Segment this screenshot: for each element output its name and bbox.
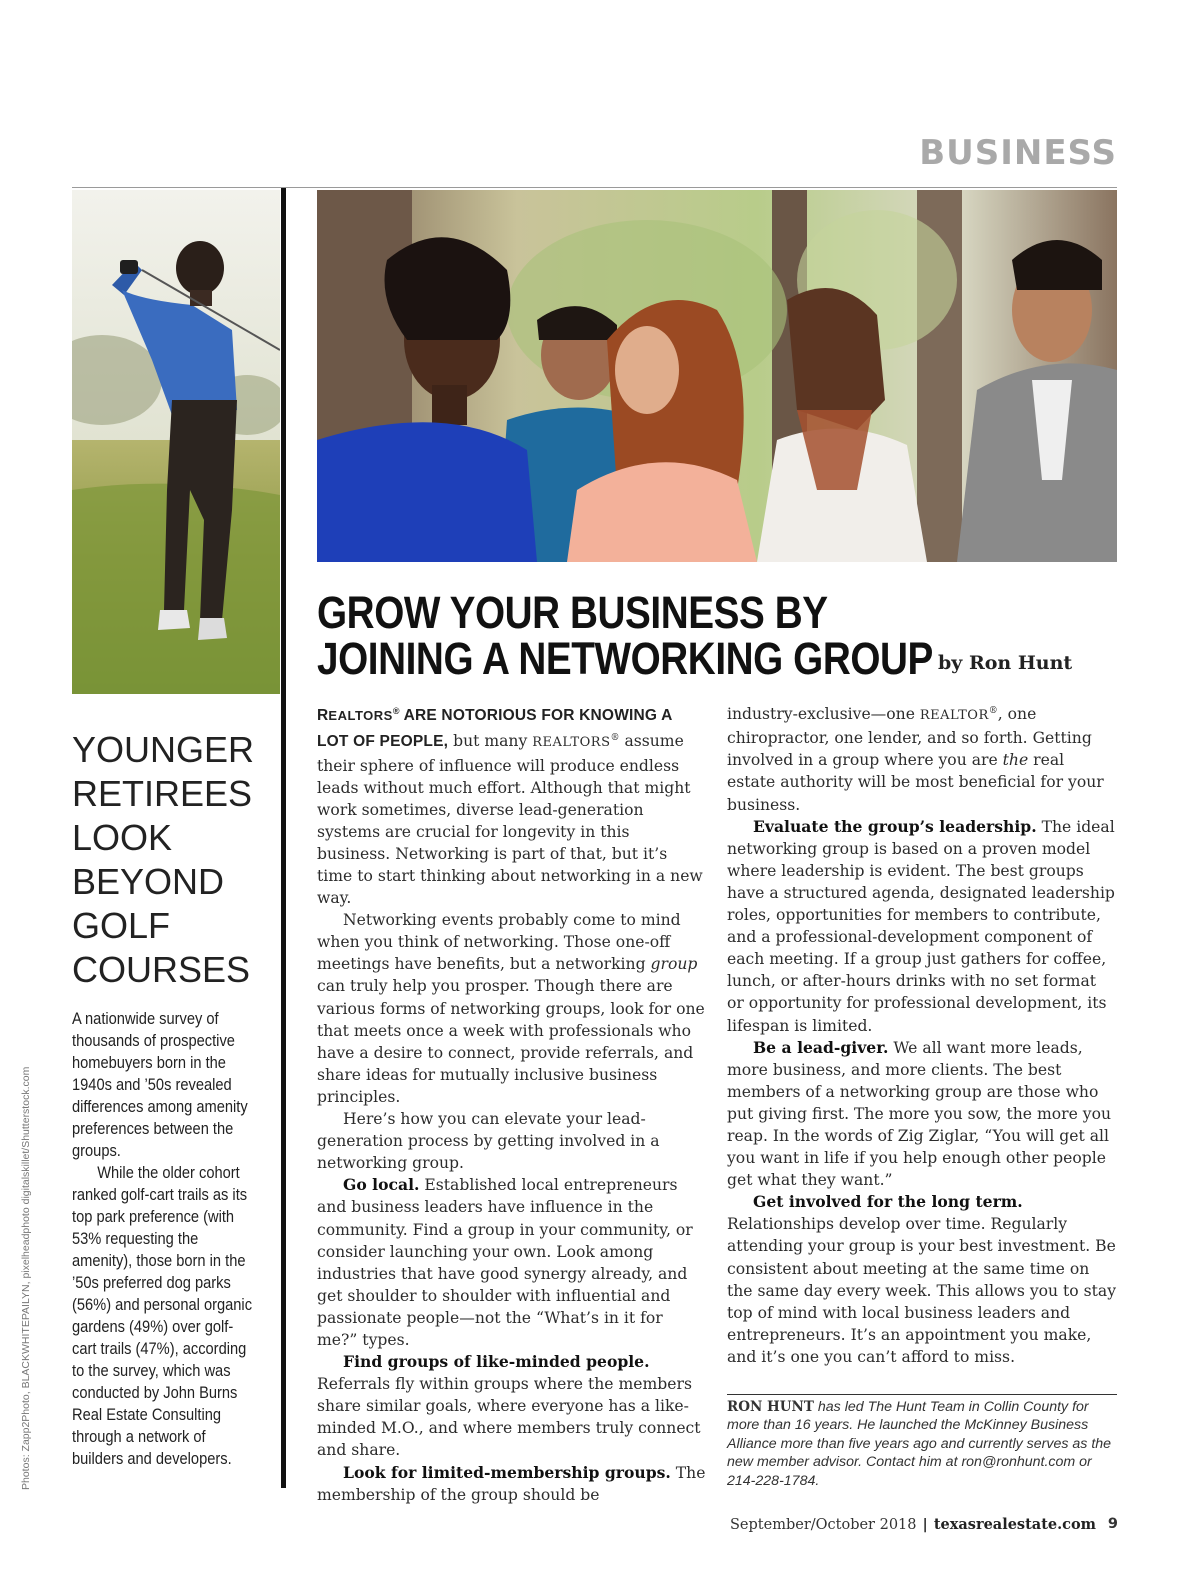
article-paragraph: Look for limited-membership groups. The membership of the group should be	[317, 1462, 706, 1504]
article-paragraph: Networking events probably come to mind when you think of networking. Those one-off meetings have benefits, but a networking group can truly help you prosper. Though there are various forms of networking groups, look for one that meets once a week with professionals who have a desire to connect, provide referrals, and share ideas for mutually inclusive business principles.	[317, 911, 705, 1106]
article-column-right	[727, 700, 1117, 1368]
section-label: BUSINESS	[919, 133, 1117, 173]
sidebar-title-line: YOUNGER	[72, 729, 255, 770]
author-bio: RON HUNT has led The Hunt Team in Collin County for more than 16 years. He launched the McKinney Business Alliance more than five years ago and currently serves as the new member advisor. Contact him at ron@ronhunt.com or 214-228-1784.	[727, 1399, 1112, 1489]
sidebar-title	[72, 728, 277, 992]
article-paragraph: Get involved for the long term. Relationships develop over time. Regularly attending your group is your best investment. Be consistent about meeting at the same time on the same day every week. This allows you to stay top of mind with local business leaders and entrepreneurs. It’s an appointment you make, and it’s one you can’t afford to miss.	[727, 1192, 1117, 1366]
headline-line: GROW YOUR BUSINESS BY	[317, 587, 828, 638]
subhead: Evaluate the group’s leadership.	[753, 816, 1037, 836]
headline-line: JOINING A NETWORKING GROUP	[317, 633, 933, 684]
page-footer	[730, 1516, 1118, 1533]
top-rule	[72, 187, 1117, 188]
sidebar-title-line: RETIREES	[72, 773, 253, 814]
column-divider	[281, 188, 286, 1488]
page-number: 9	[1107, 1516, 1118, 1532]
photo-credit: Photos: Zapp2Photo, BLACKWHITEPAILYN, pixelheadphoto digitalskillet/Shutterstock.com	[20, 1066, 32, 1490]
sidebar-body	[72, 1008, 257, 1470]
lead-in: REALTORS® ARE NOTORIOUS FOR KNOWING A LOT OF PEOPLE,	[317, 706, 672, 751]
article-headline	[317, 587, 933, 684]
bio-rule	[727, 1394, 1117, 1395]
article-paragraph: Find groups of like-minded people. Referrals fly within groups where the members share similar goals, where everyone has a like-minded M.O., and where members truly connect and share.	[317, 1352, 701, 1460]
footer-separator: |	[922, 1517, 928, 1533]
networking-group-photo	[317, 190, 1117, 562]
subhead: Go local.	[343, 1175, 420, 1195]
article-paragraph: Go local. Established local entrepreneurs and business leaders have influence in the community. Find a group in your community, or consider launching your own. Look among industries that have good synergy already, and get shoulder to shoulder with influential and passionate people—not the “What’s in it for me?” types.	[317, 1175, 693, 1349]
article-paragraph: industry-exclusive—one REALTOR®, one chiropractor, one lender, and so forth. Getting involved in a group where you are the real estate authority will be most beneficial for your business.	[727, 705, 1104, 814]
article-paragraph: Evaluate the group’s leadership. The ideal networking group is based on a proven model where leadership is evident. The best groups have a structured agenda, designated leadership roles, opportunities for members to contribute, and a professional-development component of each meeting. If a group just gathers for coffee, lunch, or after-hours drinks with no set format or opportunity for professional development, its lifespan is limited.	[727, 816, 1115, 1035]
sidebar-title-line: GOLF	[72, 905, 171, 946]
author-name: RON HUNT	[727, 1399, 814, 1415]
article-paragraph: REALTORS® ARE NOTORIOUS FOR KNOWING A LOT OF PEOPLE, but many REALTORS® assume their sphere of influence will produce endless leads without much effort. Although that might work sometimes, diverse lead-generation systems are crucial for longevity in this business. Networking is part of that, but it’s time to start thinking about networking in a new way.	[317, 706, 703, 908]
sidebar-paragraph: A nationwide survey of thousands of prospective homebuyers born in the 1940s and ’50s revealed differences among amenity preferences between the groups.	[72, 1010, 248, 1160]
site-url: texasrealestate.com	[933, 1516, 1097, 1533]
article-paragraph: Be a lead-giver. We all want more leads, more business, and more clients. The best members of a networking group are those who put giving first. The more you sow, the more you reap. In the words of Zig Ziglar, “You will get all you want in life if you help enough other people get what they want.”	[727, 1037, 1112, 1190]
golf-photo	[72, 190, 280, 694]
subhead: Be a lead-giver.	[753, 1037, 889, 1057]
subhead: Get involved for the long term.	[753, 1192, 1023, 1212]
sidebar-paragraph: While the older cohort ranked golf-cart trails as its top park preference (with 53% requesting the amenity), those born in the ’50s preferred dog parks (56%) and personal organic gardens (49%) over golf-cart trails (47%), according to the survey, which was conducted by John Burns Real Estate Consulting through a network of builders and developers.	[72, 1164, 253, 1468]
subhead: Find groups of like-minded people.	[343, 1352, 650, 1372]
byline: by Ron Hunt	[938, 652, 1073, 674]
sidebar-title-line: LOOK	[72, 817, 173, 858]
subhead: Look for limited-membership groups.	[343, 1462, 671, 1482]
sidebar-title-line: BEYOND	[72, 861, 225, 902]
article-paragraph: Here’s how you can elevate your lead-generation process by getting involved in a networking group.	[317, 1110, 660, 1173]
sidebar-title-line: COURSES	[72, 949, 251, 990]
issue-date: September/October 2018	[730, 1517, 917, 1533]
article-column-left	[317, 700, 707, 1506]
